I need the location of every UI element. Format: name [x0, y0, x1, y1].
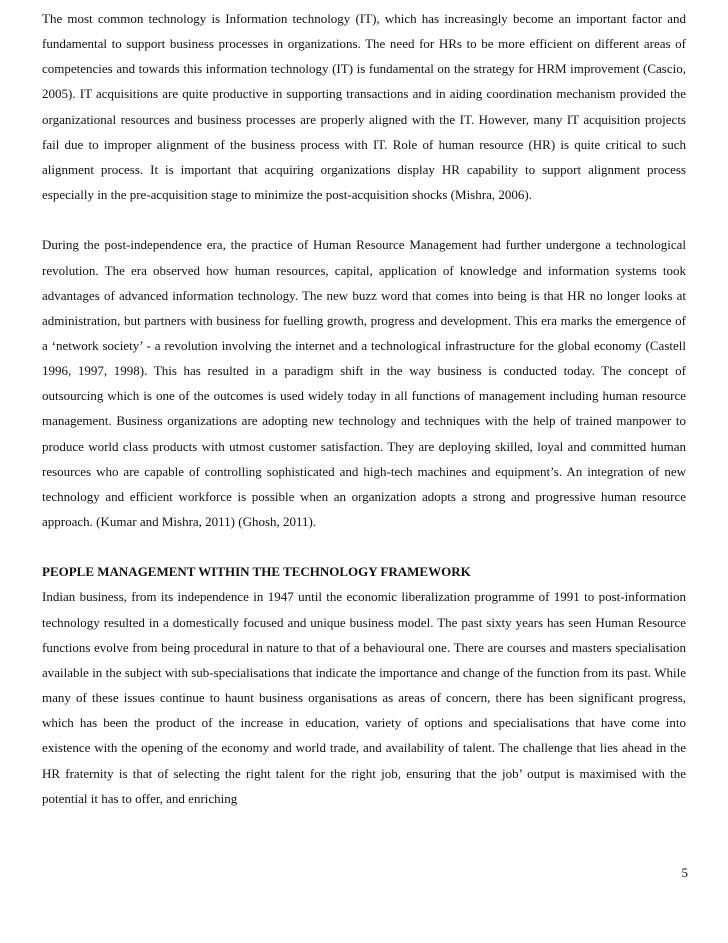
page-number: 5 — [681, 865, 688, 880]
paragraph-indian-business: Indian business, from its independence in 1947 until the economic liberalization programme of 1991 to post-information technology resulted in a domestically focused and unique business model. The past sixty years has seen Human Resource functions evolve from being procedural in nature to that of a behavioural one. There are courses and masters specialisation available in the subject with sub-specialisations that indicate the importance and change of the function from its past. While many of these issues continue to haunt business organisations as areas of concern, there has been significant progress, which has been the product of the increase in education, variety of options and specialisations that have come into existence with the opening of the economy and world trade, and availability of talent. The challenge that lies ahead in the HR fraternity is that of selecting the right talent for the right job, ensuring that the job’ output is maximised with the potential it has to offer, and enriching — [42, 589, 686, 806]
paragraph-spacer — [42, 207, 686, 232]
paragraph-it-technology: The most common technology is Information technology (IT), which has increasingly become an important factor and fundamental to support business processes in organizations. The need for HRs to be more efficient on different areas of competencies and towards this information technology (IT) is fundamental on the strategy for HRM improvement (Cascio, 2005). IT acquisitions are quite productive in supporting transactions and in aiding coordination mechanism provided the organizational resources and business processes are properly aligned with the IT. However, many IT acquisition projects fail due to improper alignment of the business process with IT. Role of human resource (HR) is quite critical to such alignment process. It is important that acquiring organizations display HR capability to support alignment process especially in the pre-acquisition stage to minimize the post-acquisition shocks (Mishra, 2006). — [42, 11, 686, 203]
paragraph-post-independence-era: During the post-independence era, the practice of Human Resource Management had further undergone a technological revolution. The era observed how human resources, capital, application of knowledge and information systems took advantages of advanced information technology. The new buzz word that comes into being is that HR no longer looks at administration, but partners with business for fuelling growth, progress and development. This era marks the emergence of a ‘network society’ - a revolution involving the internet and a technological infrastructure for the global economy (Castell 1996, 1997, 1998). This has resulted in a paradigm shift in the way business is conducted today. The concept of outsourcing which is one of the outcomes is used widely today in all functions of management including human resource management. Business organizations are adopting new technology and techniques with the help of trained manpower to produce world class products with utmost customer satisfaction. They are deploying skilled, loyal and committed human resources who are capable of controlling sophisticated and high-tech machines and equipment’s. An integration of new technology and efficient workforce is possible when an organization adopts a strong and progressive human resource approach. (Kumar and Mishra, 2011) (Ghosh, 2011). — [42, 237, 686, 530]
section-heading: PEOPLE MANAGEMENT WITHIN THE TECHNOLOGY FRAMEWORK — [42, 564, 471, 580]
paragraph-spacer — [42, 534, 686, 559]
